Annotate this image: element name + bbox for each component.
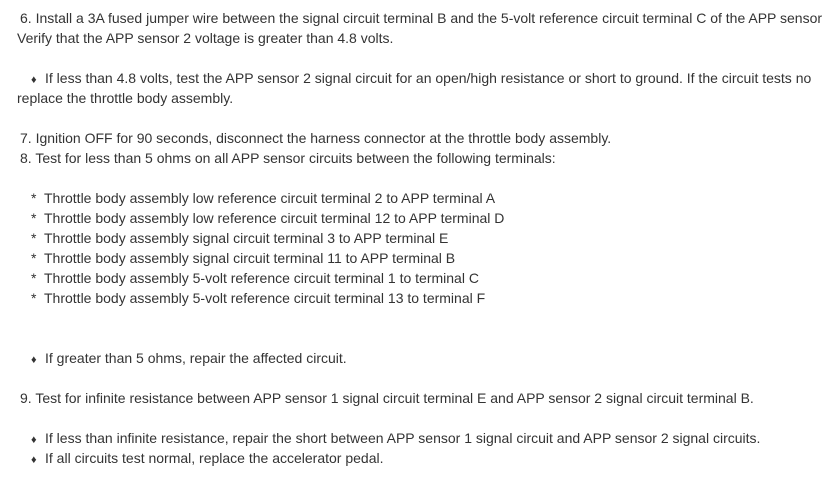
terminal-list-item xyxy=(31,248,455,268)
terminal-list-item-text: Throttle body assembly 5-volt reference circuit terminal 13 to terminal F xyxy=(44,290,486,306)
terminal-list-item xyxy=(31,208,504,228)
diamond-bullet-icon: ♦ xyxy=(31,74,37,86)
asterisk-bullet-icon: * xyxy=(31,210,37,226)
step-6-text: 6. Install a 3A fused jumper wire between the signal circuit terminal B and the 5-volt reference circuit terminal C of the APP sensor xyxy=(20,10,823,26)
step-7-text: 7. Ignition OFF for 90 seconds, disconnect the harness connector at the throttle body assembly. xyxy=(20,130,612,146)
step-9-bullet xyxy=(31,428,760,448)
step-8-text: 8. Test for less than 5 ohms on all APP sensor circuits between the following terminals: xyxy=(20,150,556,166)
terminal-list-item-text: Throttle body assembly signal circuit terminal 11 to APP terminal B xyxy=(44,250,456,266)
step-6-continuation: Verify that the APP sensor 2 voltage is greater than 4.8 volts. xyxy=(17,30,394,46)
step-6-bullet-text: If less than 4.8 volts, test the APP sensor 2 signal circuit for an open/high resistance or short to ground. If the circuit tests no xyxy=(45,70,812,86)
step-6-bullet-continuation: replace the throttle body assembly. xyxy=(17,90,234,106)
step-8-bullet xyxy=(31,348,347,368)
asterisk-bullet-icon: * xyxy=(31,230,37,246)
step-9-bullet-text: If less than infinite resistance, repair the short between APP sensor 1 signal circuit and APP sensor 2 signal circuits. xyxy=(45,430,761,446)
terminal-list-item xyxy=(31,288,485,308)
terminal-list-item-text: Throttle body assembly 5-volt reference circuit terminal 1 to terminal C xyxy=(44,270,479,286)
terminal-list-item xyxy=(31,188,495,208)
diamond-bullet-icon: ♦ xyxy=(31,454,37,466)
terminal-list-item-text: Throttle body assembly low reference circuit terminal 12 to APP terminal D xyxy=(44,210,505,226)
terminal-list-item-text: Throttle body assembly signal circuit terminal 3 to APP terminal E xyxy=(44,230,449,246)
asterisk-bullet-icon: * xyxy=(31,290,37,306)
terminal-list-item xyxy=(31,268,479,288)
terminal-list-item xyxy=(31,228,448,248)
asterisk-bullet-icon: * xyxy=(31,250,37,266)
terminal-list-item-text: Throttle body assembly low reference circuit terminal 2 to APP terminal A xyxy=(44,190,496,206)
step-6-bullet xyxy=(31,68,811,88)
step-9-text: 9. Test for infinite resistance between APP sensor 1 signal circuit terminal E and APP sensor 2 signal circuit terminal B. xyxy=(20,390,754,406)
diamond-bullet-icon: ♦ xyxy=(31,354,37,366)
asterisk-bullet-icon: * xyxy=(31,270,37,286)
step-8-bullet-text: If greater than 5 ohms, repair the affected circuit. xyxy=(45,350,347,366)
step-9-bullet xyxy=(31,448,384,468)
step-9-bullet-text: If all circuits test normal, replace the accelerator pedal. xyxy=(45,450,384,466)
diamond-bullet-icon: ♦ xyxy=(31,434,37,446)
asterisk-bullet-icon: * xyxy=(31,190,37,206)
